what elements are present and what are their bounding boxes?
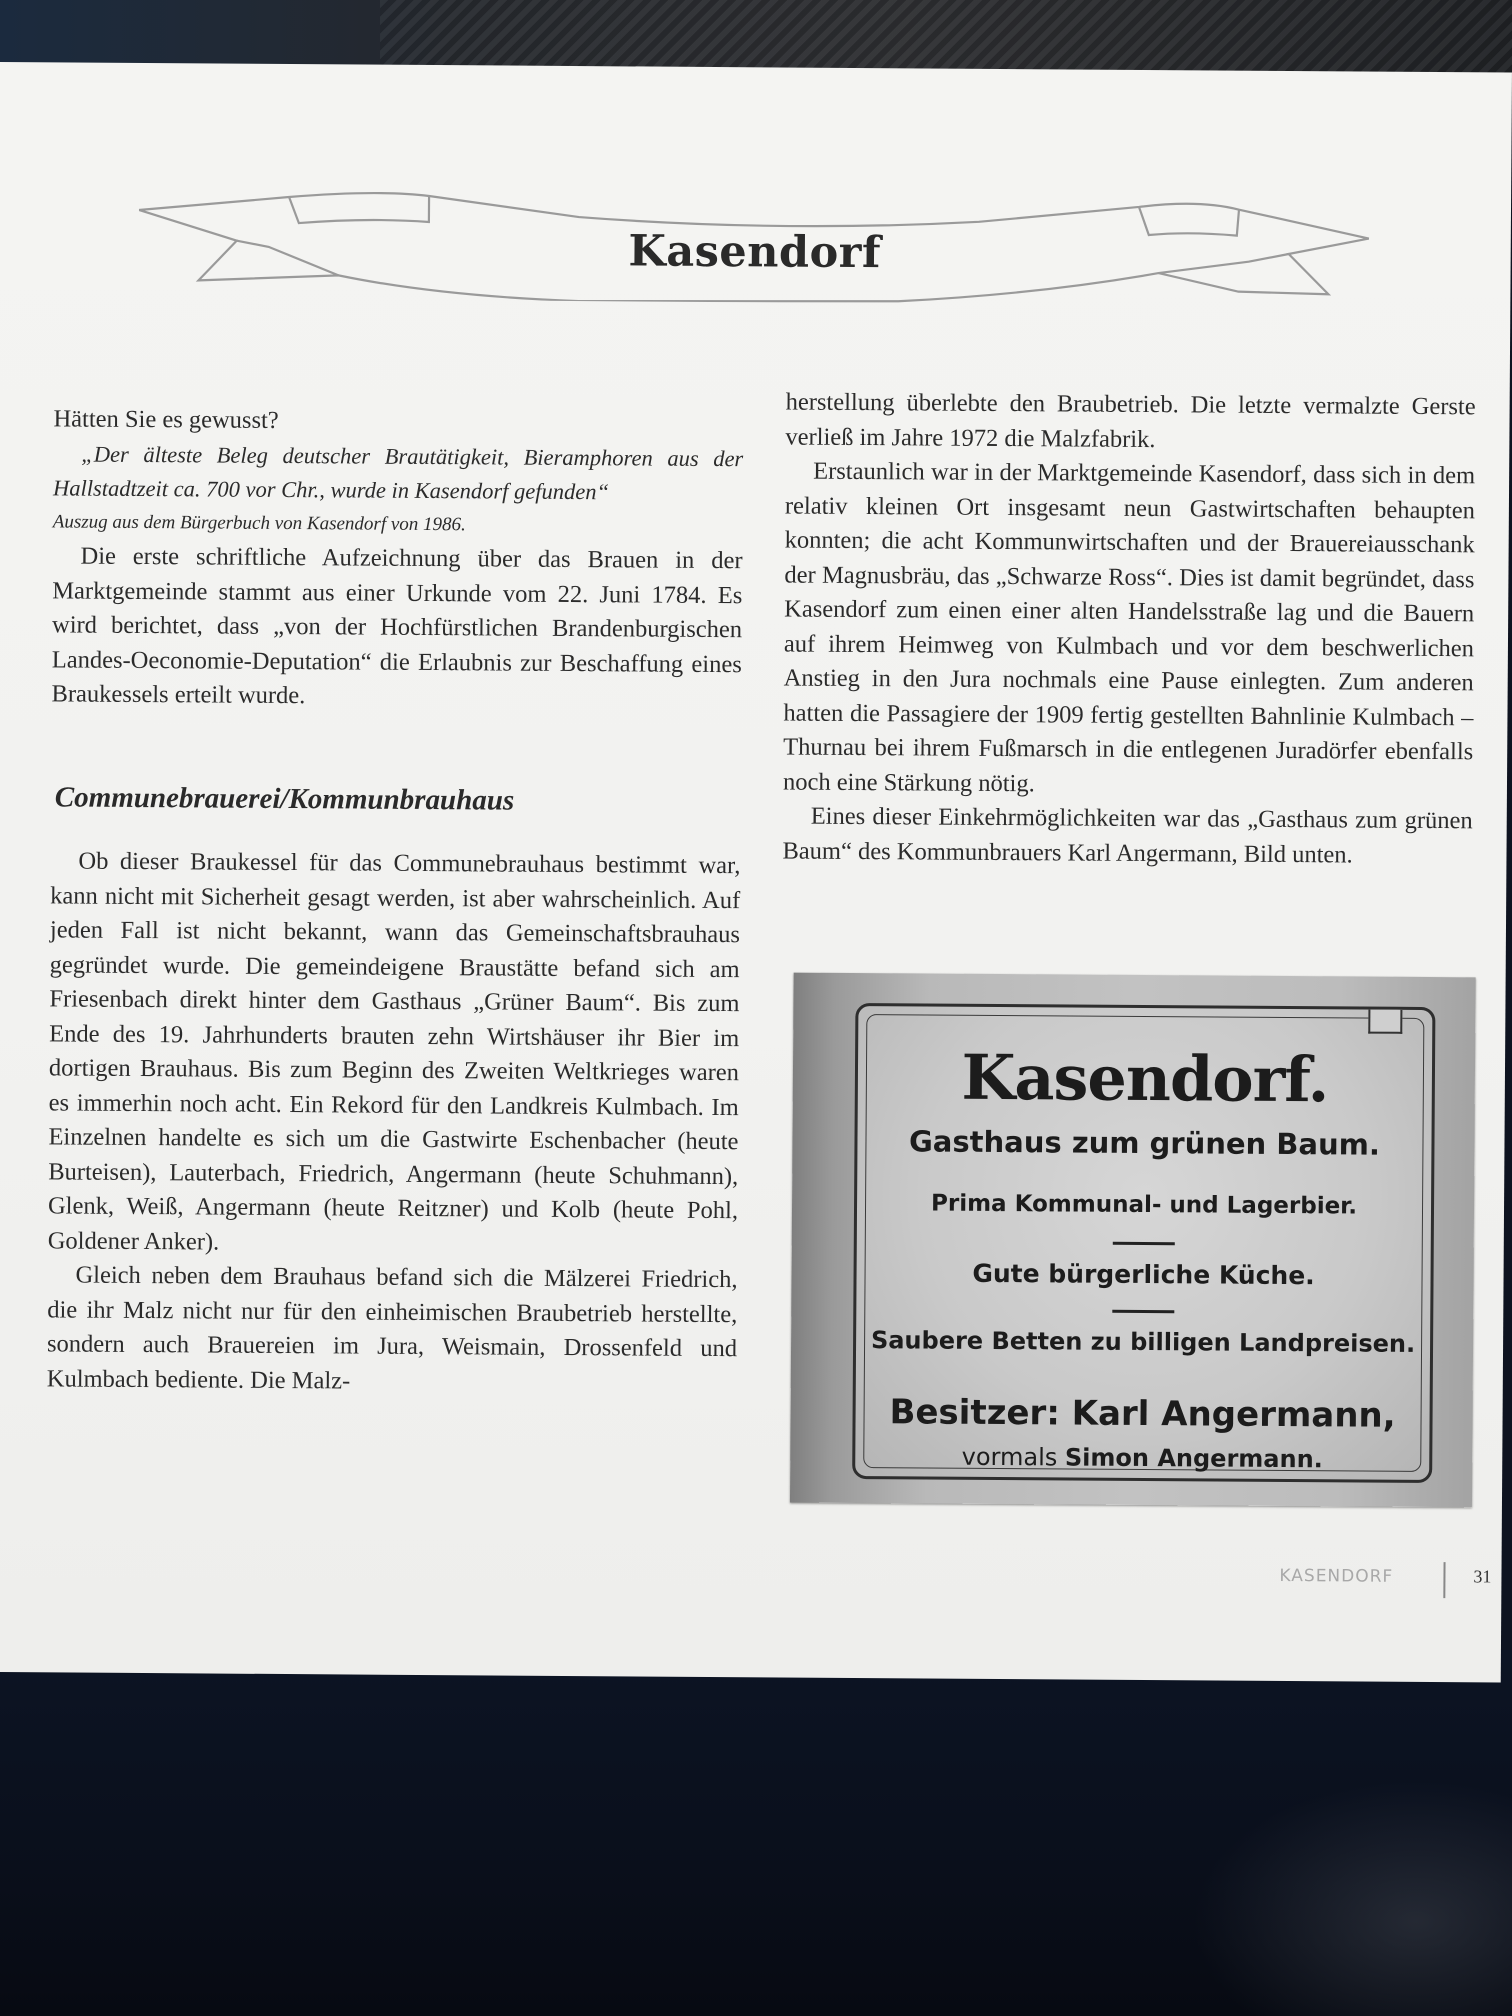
- ad-beer: Prima Kommunal- und Lagerbier.: [930, 1190, 1358, 1220]
- corner-ornament-icon: [1368, 1010, 1402, 1034]
- paragraph-brewhouse: Ob dieser Braukessel für das Communebrauhaus bestimmt war, kann nicht mit Sicherheit gesagt werden, ist aber wahrscheinlich. Auf jeden Fall ist nicht bekannt, wann das Gemeinschaftsbrauhaus gegründet wurde. Die gemeindeigene Braustätte befand sich am Friesenbach direkt hinter dem Gasthaus „Grüner Baum“. Bis zum Ende des 19. Jahrhunderts brauten zehn Wirtshäuser ihr Bier im dortigen Brauhaus. Bis zum Beginn des Zweiten Weltkrieges waren es immerhin noch acht. Ein Rekord für den Landkreis Kulmbach. Im Einzelnen handelte es sich um die Gastwirte Eschenbacher (heute Burteisen), Lauterbach, Friedrich, Angermann (heute Schuhmann), Glenk, Weiß, Angermann (heute Reitzner) und Kolb (heute Pohl, Goldener Anker).: [47, 847, 741, 1256]
- intro-question: Hätten Sie es gewusst?: [53, 405, 279, 434]
- right-column: [782, 385, 1475, 873]
- ad-owner: Besitzer: Karl Angermann,: [889, 1392, 1396, 1436]
- paragraph-first-record: Die erste schriftliche Aufzeichnung über das Brauen in der Marktgemeinde stammt aus einer Urkunde vom 22. Juni 1784. Es wird berichtet, dass „von der Hochfürstlichen Brandenburgischen Landes-Oeconomie-Deputation“ die Erlaubnis zur Beschaffung eines Braukessels erteilt wurde.: [51, 542, 743, 710]
- quote-source: Auszug aus dem Bürgerbuch von Kasendorf von 1986.: [52, 510, 466, 535]
- left-column: [47, 402, 744, 1401]
- ad-former-owner: [855, 1442, 1429, 1474]
- paragraph-inns: Erstaunlich war in der Marktgemeinde Kasendorf, dass sich in dem relativ kleinen Ort insgesamt neun Gastwirtschaften behaupten konnten; die acht Kommunwirtschaften und der Brauereiausschank der Magnusbräu, das „Schwarze Ross“. Dies ist damit begründet, dass Kasendorf zum einen einer alten Handelsstraße lag und die Bauern auf ihrem Heimweg von Kulmbach und vor dem beschwerlichen Anstieg in den Jura nochmals eine Pause einlegten. Zum anderen hatten die Passagiere der 1909 fertig gestellten Bahnlinie Kulmbach – Thurnau bei ihrem Fußmarsch in die entlegenen Juradörfer ebenfalls noch eine Stärkung nötig.: [782, 457, 1476, 797]
- footer-section-label: KASENDORF: [1279, 1565, 1394, 1587]
- ad-former-prefix: vormals: [961, 1442, 1058, 1472]
- advertisement-card: [852, 1003, 1435, 1483]
- ad-beds: Saubere Betten zu billigen Landpreisen.: [870, 1326, 1416, 1358]
- advertisement-photo: [790, 973, 1476, 1508]
- paragraph-gasthaus: Eines dieser Einkehrmöglichkeiten war das „Gasthaus zum grünen Baum“ des Kommunbrauers Karl Angermann, Bild unten.: [782, 802, 1473, 868]
- paragraph-continued: herstellung überlebte den Braubetrieb. Die letzte vermalzte Gerste verließ im Jahre 1972 die Malzfabrik.: [785, 388, 1476, 453]
- ad-town: Kasendorf.: [961, 1040, 1329, 1117]
- page-title: Kasendorf: [628, 226, 882, 279]
- ad-kitchen: Gute bürgerliche Küche.: [972, 1258, 1315, 1291]
- section-heading: Communebrauerei/Kommunbrauhaus: [54, 780, 515, 817]
- background-shadow: [1192, 1780, 1512, 2016]
- paragraph-malthouse: Gleich neben dem Brauhaus befand sich die Mälzerei Friedrich, die ihr Malz nicht nur für den einheimischen Braubetrieb herstellte, sondern auch Brauereien im Jura, Weismain, Drossenfeld und Kulmbach bediente. Die Malz-: [46, 1261, 738, 1394]
- ad-inn-name: Gasthaus zum grünen Baum.: [908, 1124, 1381, 1162]
- ad-divider: [1112, 1310, 1174, 1313]
- quote: „Der älteste Beleg deutscher Brautätigkeit, Bieramphoren aus der Hallstadtzeit ca. 700 vor Chr., wurde in Kasendorf gefunden“: [52, 441, 744, 504]
- footer-divider: [1443, 1562, 1445, 1598]
- page-number: 31: [1473, 1566, 1492, 1587]
- ad-former-name: Simon Angermann.: [1064, 1443, 1323, 1474]
- book-page: [0, 62, 1512, 1683]
- ad-divider: [1113, 1242, 1175, 1245]
